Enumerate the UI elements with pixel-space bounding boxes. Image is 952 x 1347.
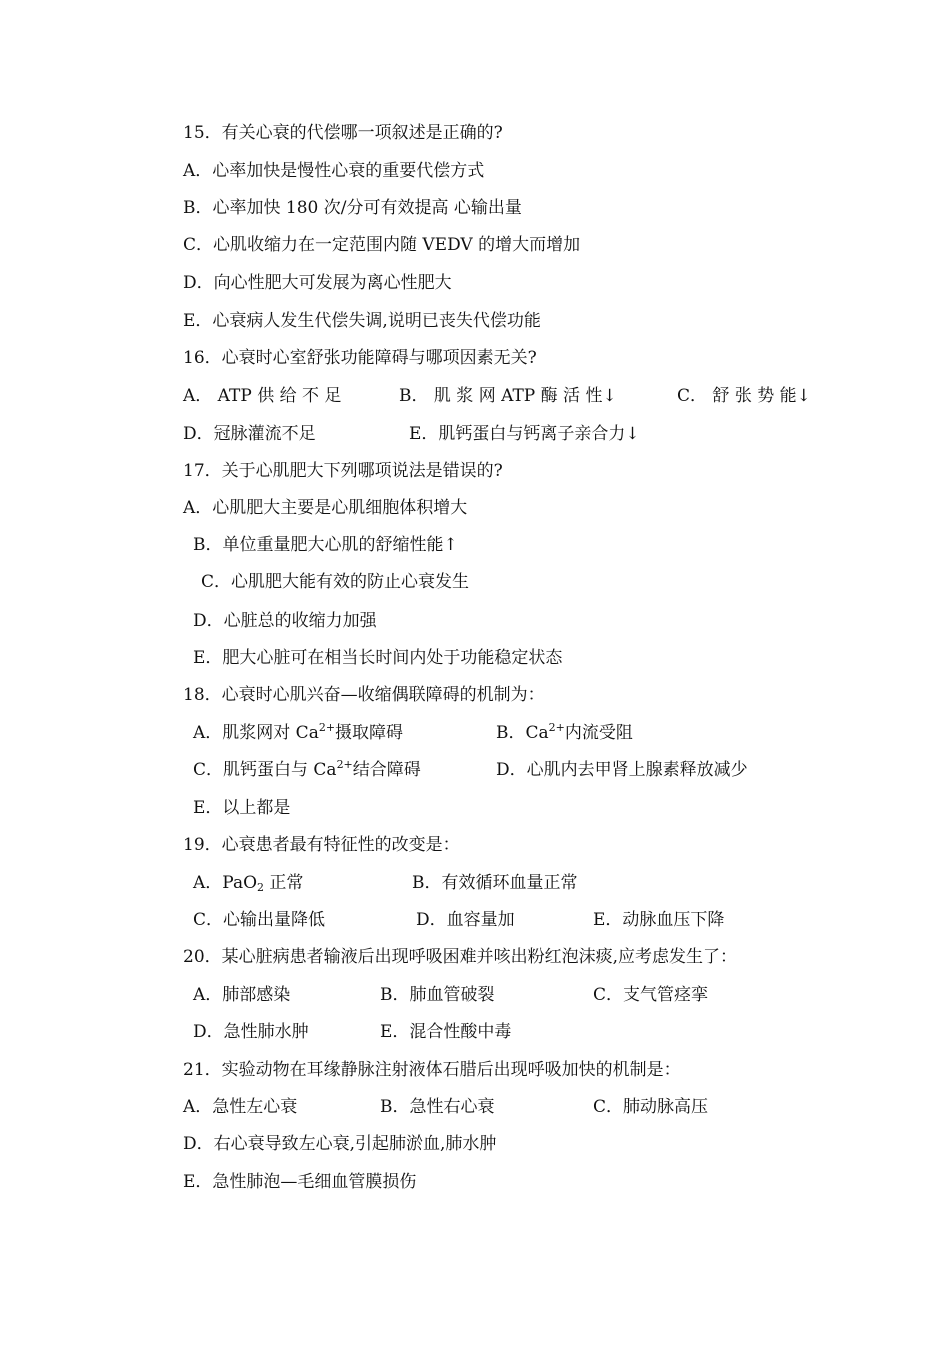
question-20-option-d: D．急性肺水肿 <box>193 1022 309 1042</box>
question-20-option-b: B．肺血管破裂 <box>380 985 495 1005</box>
question-16-option-d: D．冠脉灌流不足 <box>183 424 316 444</box>
question-18-stem: 18．心衰时心肌兴奋—收缩偶联障碍的机制为： <box>183 685 545 705</box>
question-17-option-d: D．心脏总的收缩力加强 <box>193 611 377 631</box>
question-16-stem: 16．心衰时心室舒张功能障碍与哪项因素无关? <box>183 348 537 368</box>
question-20-option-c: C．支气管痉挛 <box>593 985 709 1005</box>
question-21-option-e: E．急性肺泡—毛细血管膜损伤 <box>183 1172 417 1192</box>
question-20-option-a: A．肺部感染 <box>193 985 291 1005</box>
question-20-stem: 20．某心脏病患者输液后出现呼吸困难并咳出粉红泡沫痰,应考虑发生了： <box>183 947 738 967</box>
question-18-option-c: C．肌钙蛋白与 $Ca^{2+}$结合障碍 <box>193 758 421 780</box>
question-16-option-c: C． 舒 张 势 能↓ <box>677 386 811 406</box>
question-15-option-a: A．心率加快是慢性心衰的重要代偿方式 <box>183 161 485 181</box>
question-19-option-b: B．有效循环血量正常 <box>412 873 578 893</box>
question-19-option-a: A．PaO$_2$ 正常 <box>193 873 304 894</box>
question-17-option-a: A．心肌肥大主要是心肌细胞体积增大 <box>183 498 468 518</box>
question-19-option-e: E．动脉血压下降 <box>593 910 725 930</box>
question-17-stem: 17．关于心肌肥大下列哪项说法是错误的? <box>183 461 503 481</box>
question-17-option-c: C．心肌肥大能有效的防止心衰发生 <box>201 572 470 592</box>
question-21-option-c: C．肺动脉高压 <box>593 1097 709 1117</box>
question-16-option-a: A． ATP 供 给 不 足 <box>183 386 342 406</box>
question-19-option-d: D．血容量加 <box>416 910 515 930</box>
question-21-stem: 21．实验动物在耳缘静脉注射液体石腊后出现呼吸加快的机制是： <box>183 1060 681 1080</box>
question-16-option-e: E．肌钙蛋白与钙离子亲合力↓ <box>409 424 640 444</box>
question-21-option-b: B．急性右心衰 <box>380 1097 495 1117</box>
question-21-option-a: A．急性左心衰 <box>183 1097 298 1117</box>
question-18-option-b: B．$Ca^{2+}$内流受阻 <box>496 721 633 743</box>
question-15-option-c: C．心肌收缩力在一定范围内随 VEDV 的增大而增加 <box>183 235 581 255</box>
question-17-option-e: E．肥大心脏可在相当长时间内处于功能稳定状态 <box>193 648 563 668</box>
question-15-option-b: B．心率加快 180 次/分可有效提高 心输出量 <box>183 198 522 218</box>
question-18-option-d: D．心肌内去甲肾上腺素释放减少 <box>496 760 748 780</box>
question-17-option-b: B．单位重量肥大心肌的舒缩性能↑ <box>193 535 458 555</box>
question-19-option-c: C．心输出量降低 <box>193 910 326 930</box>
question-15-option-e: E．心衰病人发生代偿失调,说明已丧失代偿功能 <box>183 311 541 331</box>
question-18-option-a: A．肌浆网对 $Ca^{2+}$摄取障碍 <box>193 721 404 743</box>
question-21-option-d: D．右心衰导致左心衰,引起肺淤血,肺水肿 <box>183 1134 497 1154</box>
question-16-option-b: B． 肌 浆 网 ATP 酶 活 性↓ <box>399 386 617 406</box>
question-20-option-e: E．混合性酸中毒 <box>380 1022 512 1042</box>
question-18-option-e: E．以上都是 <box>193 798 291 818</box>
question-19-stem: 19．心衰患者最有特征性的改变是： <box>183 835 460 855</box>
question-15-option-d: D．向心性肥大可发展为离心性肥大 <box>183 273 452 293</box>
question-15-stem: 15．有关心衰的代偿哪一项叙述是正确的? <box>183 123 503 143</box>
